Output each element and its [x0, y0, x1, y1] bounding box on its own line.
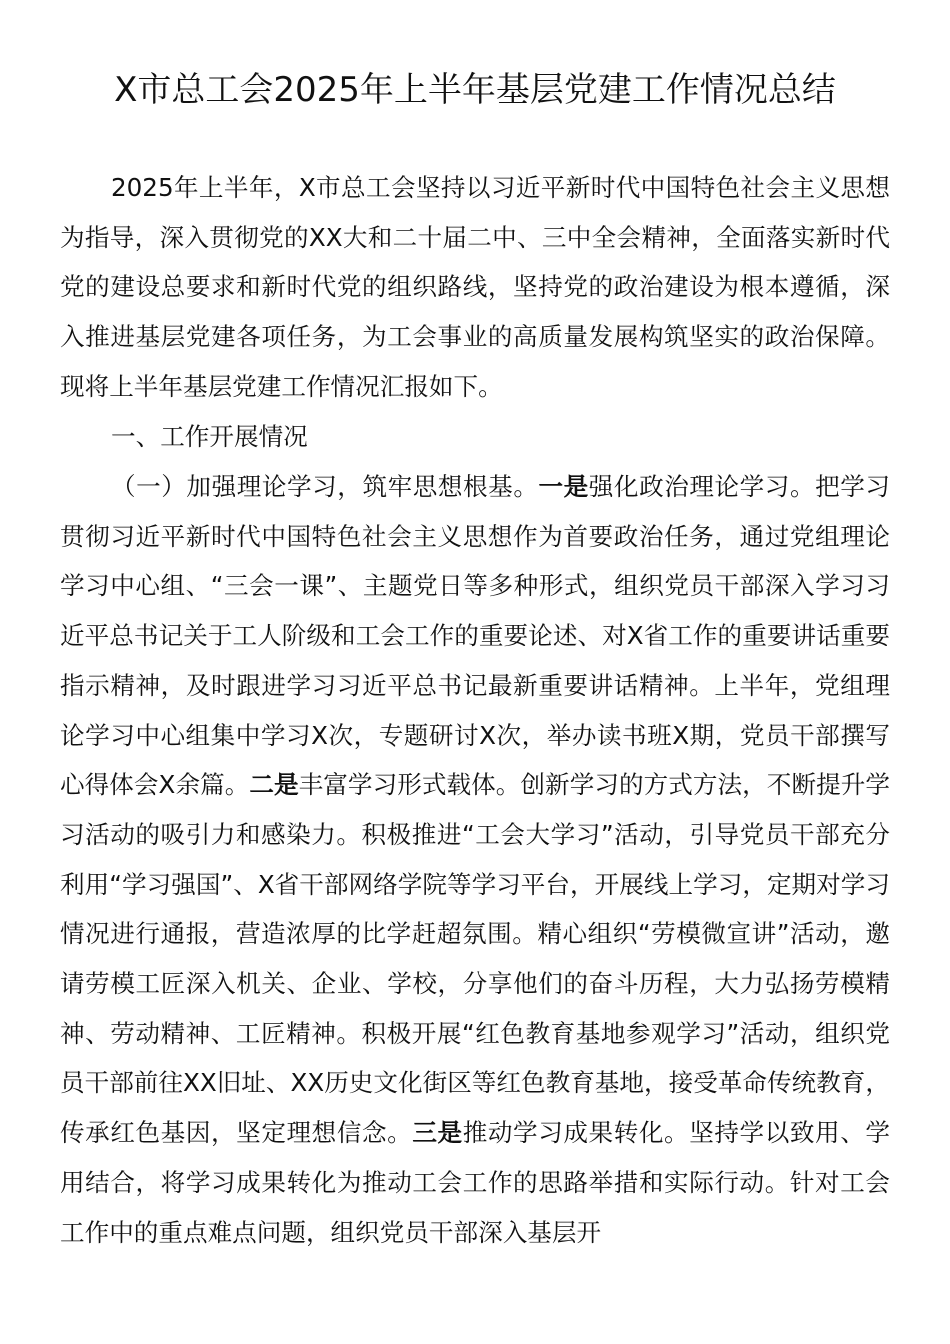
intro-paragraph: 2025年上半年，X市总工会坚持以习近平新时代中国特色社会主义思想为指导，深入贯彻党的XX大和二十届二中、三中全会精神，全面落实新时代党的建设总要求和新时代党的组织路线，坚持党的政治建设为根本遵循，深入推进基层党建各项任务，为工会事业的高质量发展构筑坚实的政治保障。现将上半年基层党建工作情况汇报如下。	[60, 173, 890, 401]
point-label-3: 三是	[412, 1118, 463, 1148]
section-heading-work-progress: 一、工作开展情况	[111, 422, 308, 451]
subsection-paragraph-theory-study	[60, 462, 890, 1257]
point-label-1: 一是	[538, 472, 589, 501]
point-text-1: 强化政治理论学习。把学习贯彻习近平新时代中国特色社会主义思想作为首要政治任务，通过党组理论学习中心组、“三会一课”、主题党日等多种形式，组织党员干部深入学习习近平总书记关于工人阶级和工会工作的重要论述、对X省工作的重要讲话重要指示精神，及时跟进学习习近平总书记最新重要讲话精神。上半年，党组理论学习中心组集中学习X次，专题研讨X次，举办读书班X期，党员干部撰写心得体会X余篇。	[60, 472, 890, 800]
point-label-2: 二是	[249, 770, 299, 800]
subsection-heading: （一）加强理论学习，筑牢思想根基。	[111, 472, 539, 501]
point-text-3: 推动学习成果转化。坚持学以致用、学用结合，将学习成果转化为推动工会工作的思路举措和实际行动。针对工会工作中的重点难点问题，组织党员干部深入基层开	[60, 1118, 890, 1247]
document-title: X市总工会2025年上半年基层党建工作情况总结	[114, 70, 836, 110]
point-text-2: 丰富学习形式载体。创新学习的方式方法，不断提升学习活动的吸引力和感染力。积极推进“工会大学习”活动，引导党员干部充分利用“学习强国”、X省干部网络学院等学习平台，开展线上学习，定期对学习情况进行通报，营造浓厚的比学赶超氛围。精心组织“劳模微宣讲”活动，邀请劳模工匠深入机关、企业、学校，分享他们的奋斗历程，大力弘扬劳模精神、劳动精神、工匠精神。积极开展“红色教育基地参观学习”活动，组织党员干部前往XX旧址、XX历史文化街区等红色教育基地，接受革命传统教育，传承红色基因，坚定理想信念。	[60, 770, 890, 1148]
